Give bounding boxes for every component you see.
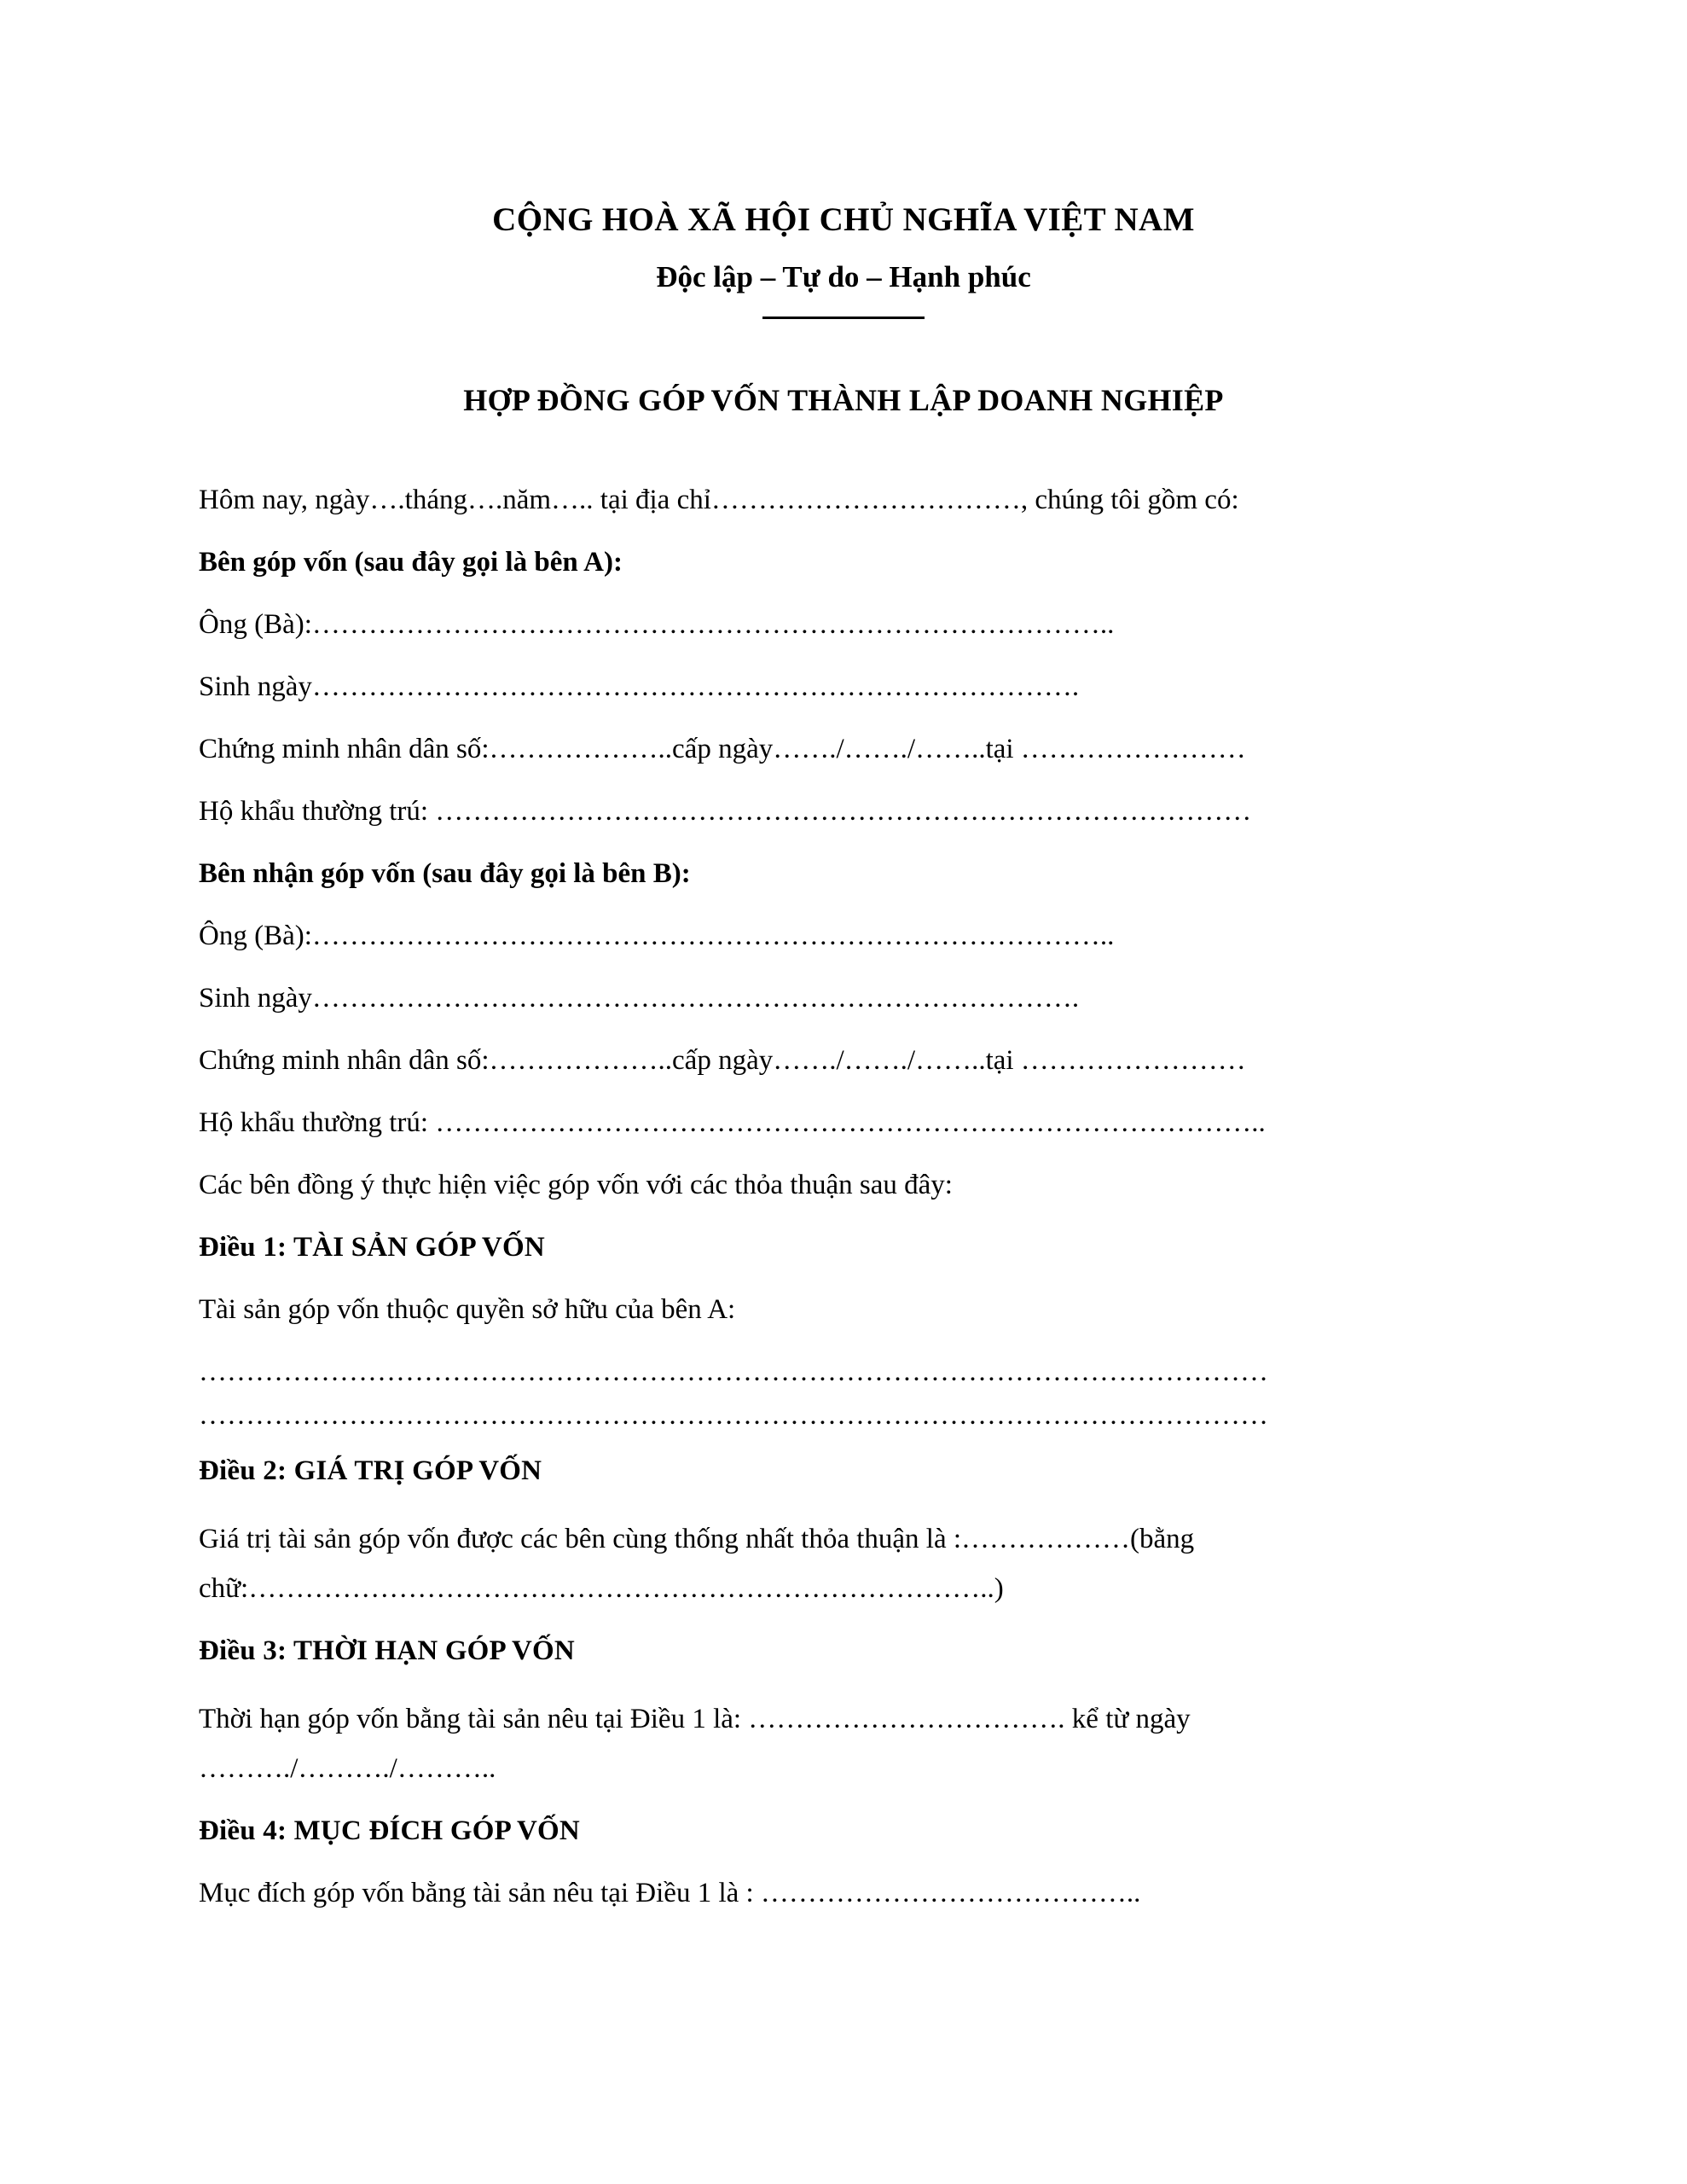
party-b-name-field: Ông (Bà):………………………………………………………………………….. <box>199 921 1115 952</box>
national-motto: Độc lập – Tự do – Hạnh phúc <box>656 259 1031 293</box>
article-4-body: Mục đích góp vốn bằng tài sản nêu tại Điều 1 là : ………………………………….. <box>199 1877 1141 1908</box>
party-a-residence-field: Hộ khẩu thường trú: …………………………………………………………………………… <box>199 796 1252 828</box>
party-a-heading: Bên góp vốn (sau đây gọi là bên A): <box>199 547 623 578</box>
motto-divider <box>762 317 925 319</box>
article-1-heading: Điều 1: TÀI SẢN GÓP VỐN <box>199 1232 545 1263</box>
party-b-birth-field: Sinh ngày………………………………………………………………………. <box>199 983 1080 1014</box>
article-3-heading: Điều 3: THỜI HẠN GÓP VỐN <box>199 1635 575 1666</box>
article-2-body-line-1 <box>199 1519 1488 1560</box>
party-a-name-field: Ông (Bà):………………………………………………………………………….. <box>199 609 1115 641</box>
article-3-body-line-2: ………./………./……….. <box>199 1752 496 1784</box>
document-content <box>199 0 1488 1942</box>
party-a-birth-field: Sinh ngày………………………………………………………………………. <box>199 671 1080 703</box>
party-b-id-field: Chứng minh nhân dân số:………………..cấp ngày……./……./……..tại …………………… <box>199 1045 1246 1077</box>
party-a-id-field: Chứng minh nhân dân số:………………..cấp ngày……./……./……..tại …………………… <box>199 734 1246 765</box>
intro-paragraph: Hôm nay, ngày….tháng….năm….. tại địa chỉ……………………………, chúng tôi gồm có: <box>199 485 1239 516</box>
article-1-blank-line-2: …………………………………………………………………………………………………… <box>199 1402 1268 1431</box>
article-2-heading: Điều 2: GIÁ TRỊ GÓP VỐN <box>199 1455 542 1487</box>
article-4-heading: Điều 4: MỤC ĐÍCH GÓP VỐN <box>199 1815 580 1846</box>
national-title: CỘNG HOÀ XÃ HỘI CHỦ NGHĨA VIỆT NAM <box>492 201 1195 238</box>
document-header <box>199 0 1488 319</box>
article-3-body-line-1 <box>199 1699 1488 1740</box>
article-2-body-line-1-text: Giá trị tài sản góp vốn được các bên cùng thống nhất thỏa thuận là :………………(bằng <box>199 1524 1195 1555</box>
party-b-residence-field: Hộ khẩu thường trú: …………………………………………………………………………….. <box>199 1107 1266 1139</box>
document-body <box>199 486 1488 1908</box>
page-title: HỢP ĐỒNG GÓP VỐN THÀNH LẬP DOANH NGHIỆP <box>463 383 1224 418</box>
article-3-body-line-1-text: Thời hạn góp vốn bằng tài sản nêu tại Điều 1 là: ……………………………. kể từ ngày <box>199 1703 1191 1734</box>
article-1-body: Tài sản góp vốn thuộc quyền sở hữu của bên A: <box>199 1294 736 1326</box>
article-1-blank-line-1: …………………………………………………………………………………………………… <box>199 1358 1268 1387</box>
article-2-body-line-2: chữ:……………………………………………………………………..) <box>199 1572 1004 1604</box>
party-b-heading: Bên nhận góp vốn (sau đây gọi là bên B): <box>199 858 691 890</box>
agreement-statement: Các bên đồng ý thực hiện việc góp vốn với các thỏa thuận sau đây: <box>199 1170 953 1201</box>
